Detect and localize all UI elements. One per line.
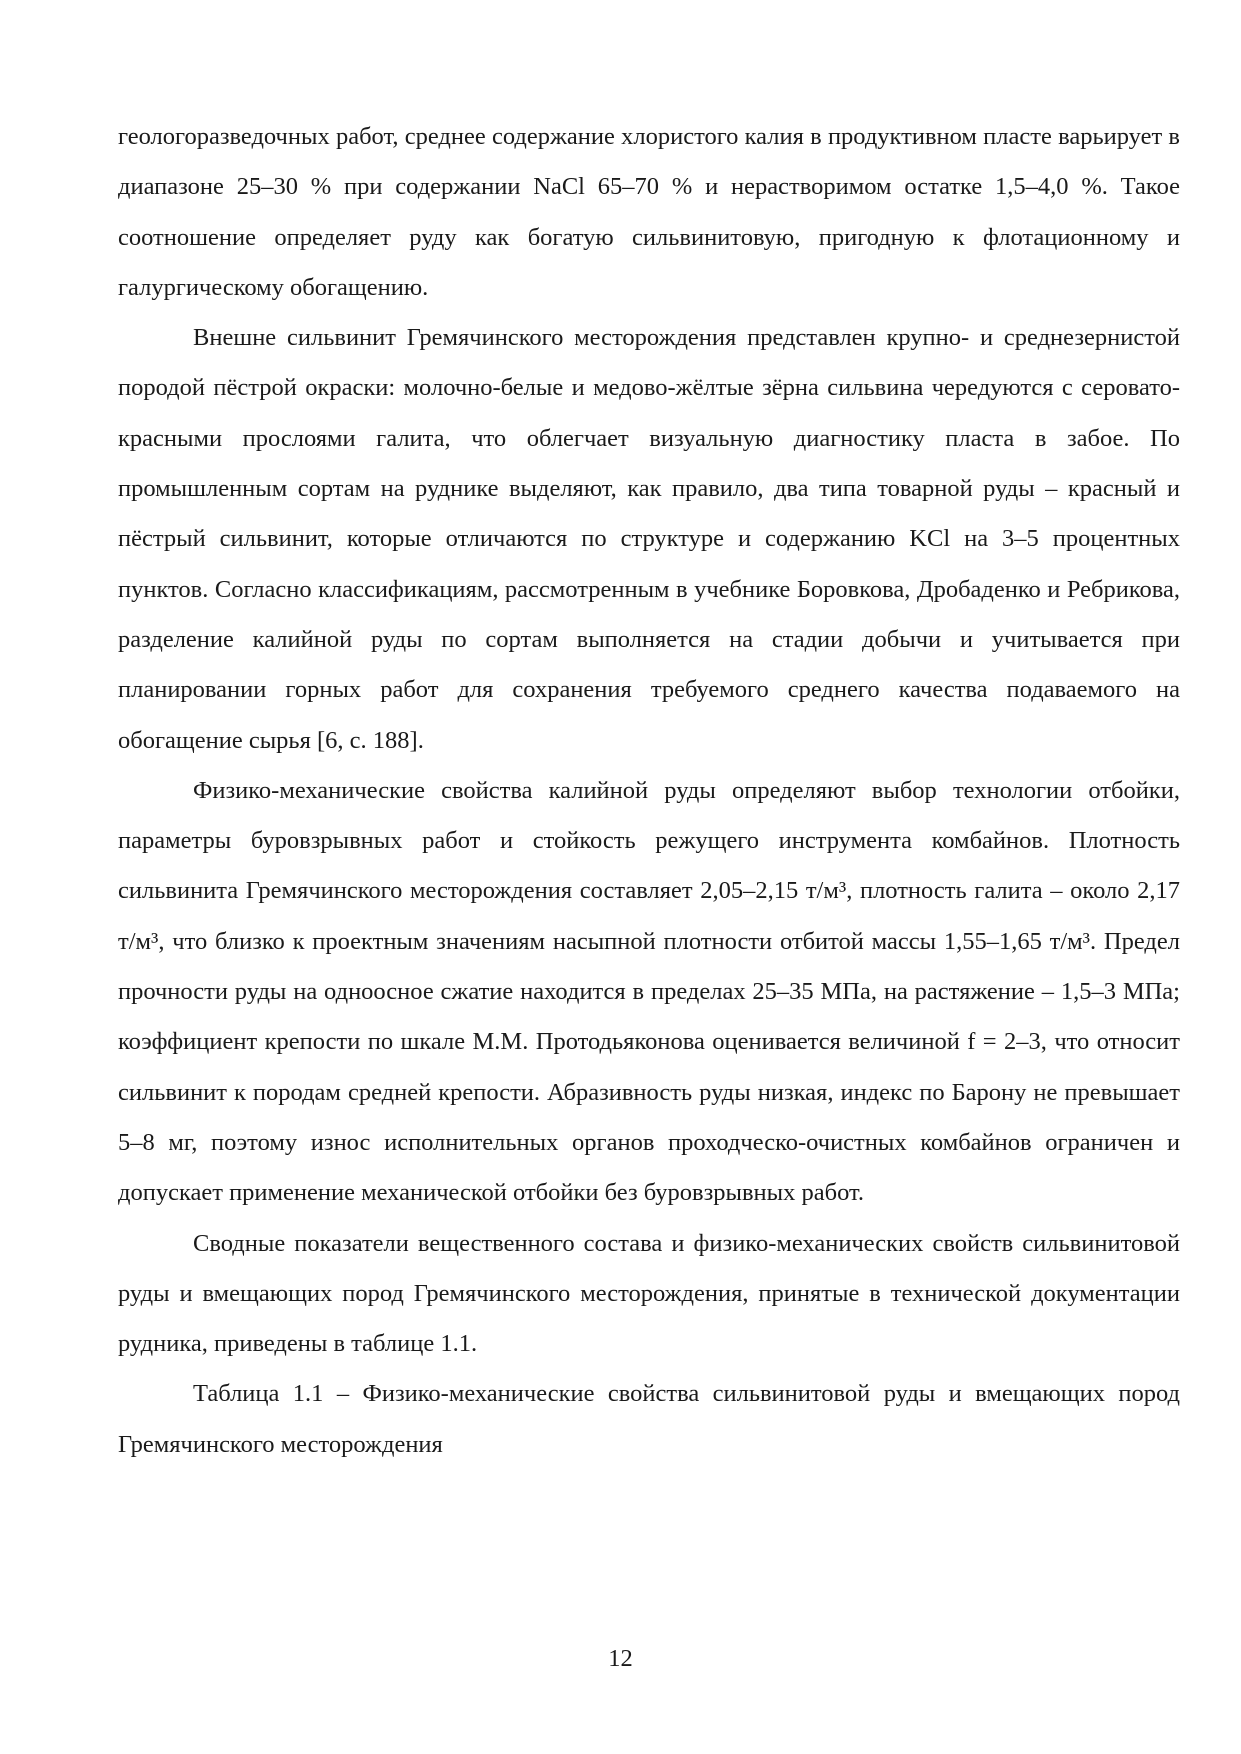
- paragraph-summary-reference: Сводные показатели вещественного состава и физико-механических свойств сильвинитовой руды и вмещающих пород Гремячинского месторождения, принятые в технической документации рудника, приведены в таблице 1.1.: [118, 1229, 1180, 1358]
- table-caption: Таблица 1.1 – Физико-механические свойства сильвинитовой руды и вмещающих пород Гремячинского месторождения: [118, 1380, 1180, 1458]
- paragraph-physical-properties: Физико-механические свойства калийной руды определяют выбор технологии отбойки, параметры буровзрывных работ и стойкость режущего инструмента комбайнов. Плотность сильвинита Гремячинского месторождения составляет 2,05–2,15 т/м³, плотность галита – около 2,17 т/м³, что близко к проектным значениям насыпной плотности отбитой массы 1,55–1,65 т/м³. Предел прочности руды на одноосное сжатие находится в пределах 25–35 МПа, на растяжение – 1,5–3 МПа; коэффициент крепости по шкале М.М. Протодьяконова оценивается величиной f = 2–3, что относит сильвинит к породам средней крепости. Абразивность руды низкая, индекс по Барону не превышает 5–8 мг, поэтому износ исполнительных органов проходческо-очистных комбайнов ограничен и допускает применение механической отбойки без буровзрывных работ.: [118, 776, 1180, 1207]
- body-text: [118, 112, 1180, 1470]
- page-number: 12: [608, 1645, 633, 1672]
- paragraph-continuation: геологоразведочных работ, среднее содержание хлористого калия в продуктивном пласте варьирует в диапазоне 25–30 % при содержании NaCl 65–70 % и нерастворимом остатке 1,5–4,0 %. Такое соотношение определяет руду как богатую сильвинитовую, пригодную к флотационному и галургическому обогащению.: [118, 123, 1180, 301]
- paragraph-sylvinite-appearance: Внешне сильвинит Гремячинского месторождения представлен крупно- и среднезернистой породой пёстрой окраски: молочно-белые и медово-жёлтые зёрна сильвина чередуются с серовато-красными прослоями галита, что облегчает визуальную диагностику пласта в забое. По промышленным сортам на руднике выделяют, как правило, два типа товарной руды – красный и пёстрый сильвинит, которые отличаются по структуре и содержанию KCl на 3–5 процентных пунктов. Согласно классификациям, рассмотренным в учебнике Боровкова, Дробаденко и Ребрикова, разделение калийной руды по сортам выполняется на стадии добычи и учитывается при планировании горных работ для сохранения требуемого среднего качества подаваемого на обогащение сырья [6, с. 188].: [118, 324, 1180, 754]
